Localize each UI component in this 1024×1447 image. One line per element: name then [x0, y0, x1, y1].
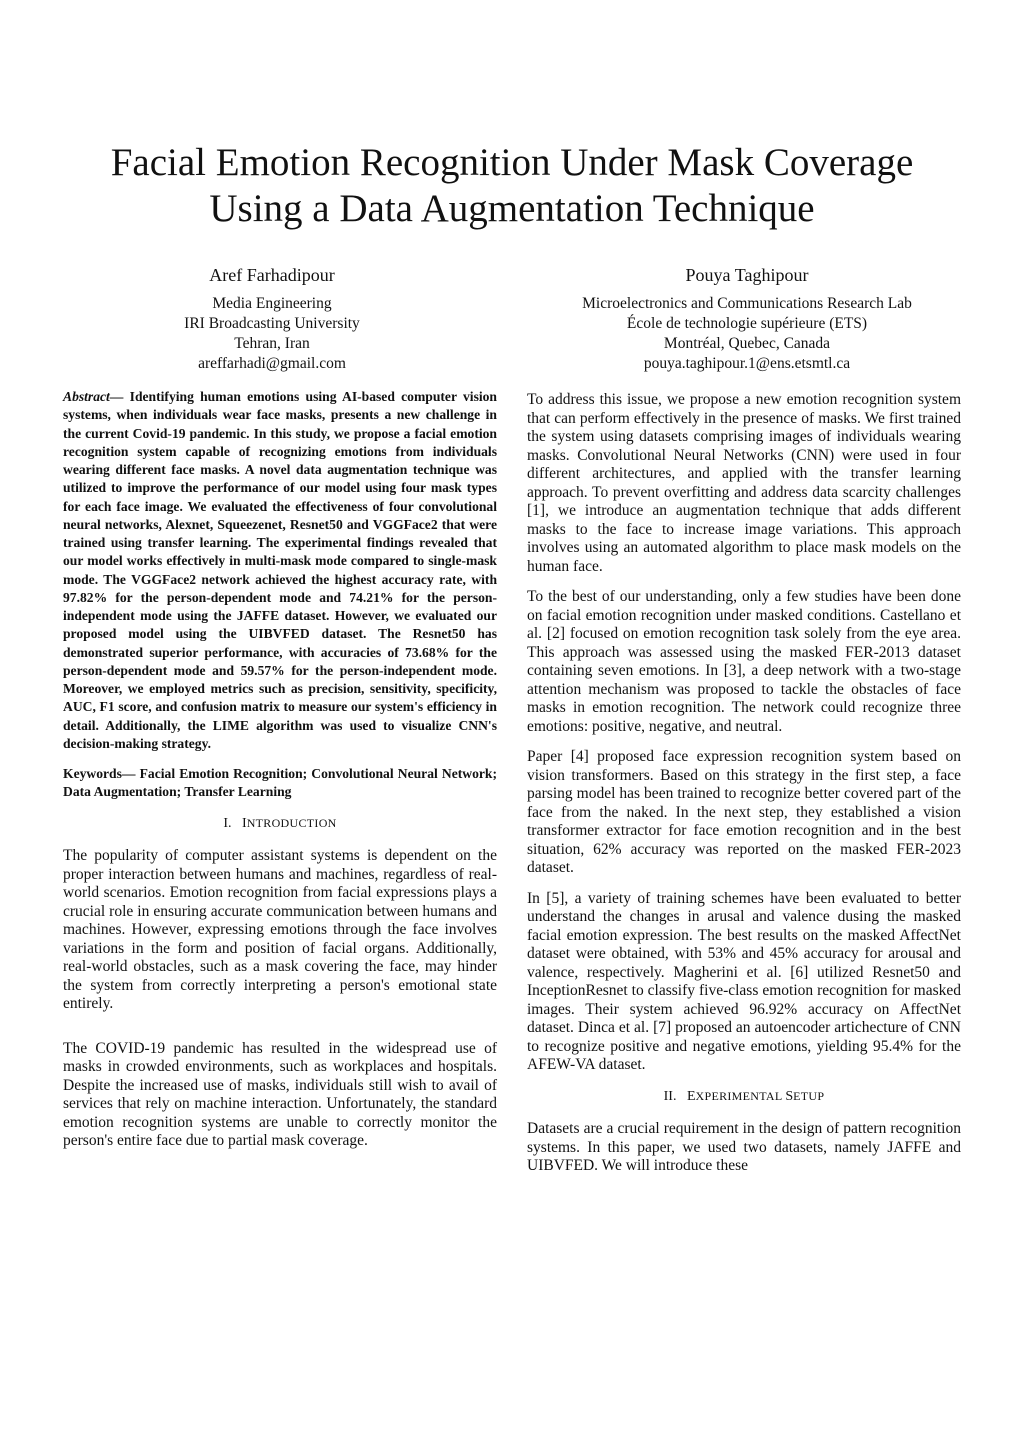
author-affiliation: Media Engineering — [212, 295, 332, 312]
author-affiliation: Microelectronics and Communications Research Lab — [582, 295, 912, 312]
body-paragraph: In [5], a variety of training schemes have been evaluated to better understand the changes in arusal and valence dusing the masked facial emotion expression. The best results on the masked AffectNet dataset were obtained, with 53% and 45% accuracy for arousal and valence, respectively. Magherini et al. [6] utilized Resnet50 and InceptionResnet to classify five-class emotion recognition for masked images. Their system achieved 96.92% accuracy on AffectNet dataset. Dinca et al. [7] proposed an autoencoder artichecture of CNN to recognize positive and negative emotions, yielding 95.4% for the AFEW-VA dataset. — [527, 889, 961, 1073]
author-block-2 — [530, 264, 964, 374]
body-paragraph: To address this issue, we propose a new emotion recognition system that can perform effectively in the presence of masks. We first trained the system using datasets comprising images of individuals wearing masks. Convolutional Neural Networks (CNN) were used in four different architectures, and applied with the transfer learning approach. To prevent overfitting and address data scarcity challenges [1], we introduce an augmentation technique that adds different masks to the face to increase image variations. This approach involves using an automated algorithm to place mask models on the human face. — [527, 391, 961, 575]
keywords-label: Keywords— — [63, 766, 136, 781]
author-location: Montréal, Quebec, Canada — [663, 335, 831, 352]
author-name: Pouya Taghipour — [685, 265, 809, 285]
section-title-initial: E — [686, 1088, 696, 1104]
section-title-rest: ETUP — [793, 1088, 825, 1103]
paper-title — [40, 140, 984, 232]
keywords — [63, 765, 497, 802]
section-title-initial: I — [242, 815, 247, 831]
author-email: areffarhadi@gmail.com — [198, 355, 346, 372]
body-paragraph: Paper [4] proposed face expression recognition system based on vision transformers. Based on this strategy in the first step, a face parsing model has been trained to recognize better covered part of the face from the naked. In the next step, they established a vision transformer extractor for face emotion recognition and in the best situation, 62% accuracy was reported on the masked FER-2023 dataset. — [527, 748, 961, 876]
keywords-text: Facial Emotion Recognition; Convolutional Neural Network; Data Augmentation; Transfer Learning — [63, 766, 497, 800]
author-location: Tehran, Iran — [234, 335, 310, 352]
body-paragraph: The COVID-19 pandemic has resulted in the widespread use of masks in crowded environments, such as workplaces and hospitals. Despite the increased use of masks, individuals still wish to avail of services that rely on machine interaction. Unfortunately, the standard emotion recognition systems are unable to correctly monitor the person's entire face due to partial mask coverage. — [63, 1039, 497, 1149]
right-column — [527, 391, 961, 1188]
section-title-initial: S — [785, 1088, 794, 1104]
abstract-label: Abstract— — [63, 389, 124, 404]
abstract — [63, 388, 497, 753]
author-name: Aref Farhadipour — [209, 265, 335, 285]
section-title-rest: NTRODUCTION — [246, 815, 337, 830]
section-heading-experimental-setup — [527, 1087, 961, 1107]
title-line-1: Facial Emotion Recognition Under Mask Coverage — [110, 141, 914, 184]
body-paragraph: The popularity of computer assistant systems is dependent on the proper interaction between humans and machines, regardless of real-world scenarios. Emotion recognition from facial expressions plays a crucial role in ensuring accurate communication between humans and machines. However, expressing emotions through the face involves variations in the form and position of facial organs. Additionally, real-world obstacles, such as a mask covering the face, may hinder the system from correctly interpreting a person's emotional state entirely. — [63, 847, 497, 1012]
body-paragraph: Datasets are a crucial requirement in the design of pattern recognition systems. In this paper, we used two datasets, namely JAFFE and UIBVFED. We will introduce these — [527, 1120, 961, 1174]
section-title-rest: XPERIMENTAL — [695, 1088, 786, 1103]
abstract-text: Identifying human emotions using AI-based computer vision systems, when individuals wear face masks, presents a new challenge in the current Covid-19 pandemic. In this study, we propose a facial emotion recognition system capable of recognizing emotions from individuals wearing different face masks. A novel data augmentation technique was utilized to improve the performance of our model using four mask types for each face image. We evaluated the effectiveness of four convolutional neural networks, Alexnet, Squeezenet, Resnet50 and VGGFace2 that were trained using transfer learning. The experimental findings revealed that our model works effectively in multi-mask mode compared to single-mask mode. The VGGFace2 network achieved the highest accuracy rate, with 97.82% for the person-dependent mode and 74.21% for the person-independent mode using the JAFFE dataset. However, we evaluated our proposed model using the UIBVFED dataset. The Resnet50 has demonstrated superior performance, with accuracies of 73.68% for the person-dependent mode and 59.57% for the person-independent mode. Moreover, we employed metrics such as precision, sensitivity, specificity, AUC, F1 score, and confusion matrix to measure our system's efficiency in detail. Additionally, the LIME algorithm was used to visualize CNN's decision-making strategy. — [63, 389, 497, 751]
body-paragraph: To the best of our understanding, only a few studies have been done on facial emotion recognition under masked conditions. Castellano et al. [2] focused on emotion recognition task solely from the eye area. This approach was assessed using the masked FER-2013 dataset containing seven emotions. In [3], a deep network with a two-stage attention mechanism was proposed to tackle the obstacles of face masks in emotion recognition. The network could recognize three emotions: positive, negative, and neutral. — [527, 588, 961, 735]
section-heading-introduction — [63, 814, 497, 834]
author-email: pouya.taghipour.1@ens.etsmtl.ca — [643, 355, 851, 372]
title-line-2: Using a Data Augmentation Technique — [209, 187, 815, 230]
left-column — [63, 388, 497, 1163]
author-block-1 — [100, 264, 444, 374]
section-number: I. — [223, 815, 232, 831]
author-affiliation: École de technologie supérieure (ETS) — [626, 315, 868, 332]
author-affiliation: IRI Broadcasting University — [184, 315, 360, 332]
section-number: II. — [663, 1088, 677, 1104]
